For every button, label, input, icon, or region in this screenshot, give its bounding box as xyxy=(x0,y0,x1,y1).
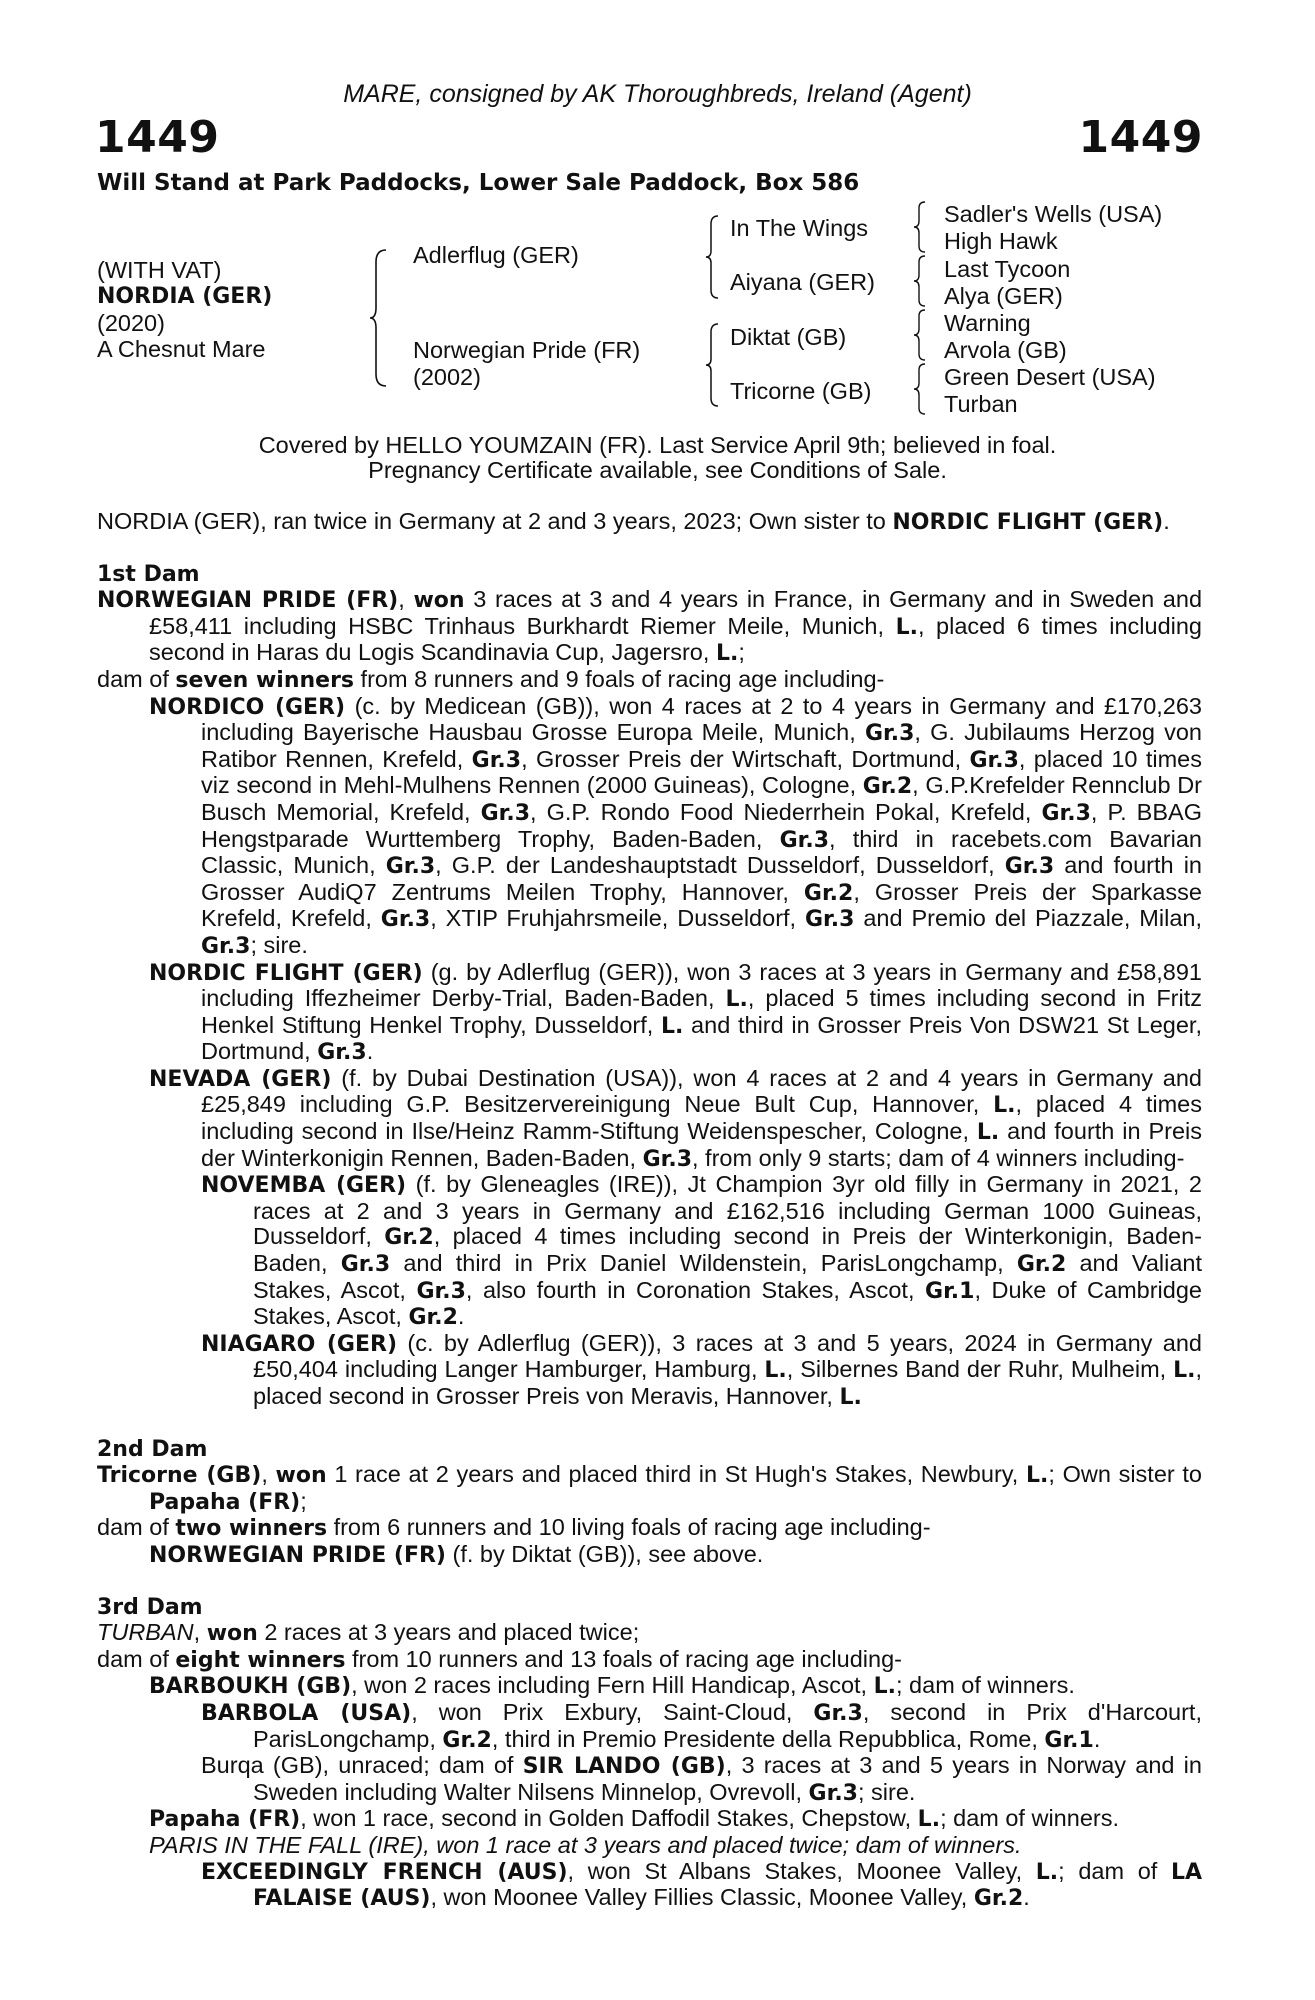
dam-sire: Diktat (GB) xyxy=(730,324,847,350)
produce-entry-nevada: NEVADA (GER) (f. by Dubai Destination (USA)), won 4 races at 2 and 4 years in Germany and £25,849 including G.P. Besitzervereinigung Neue Bult Cup, Hannover, L., placed 4 times including second in Ilse/Heinz Ramm-Stiftung Weidenspescher, Cologne, L. and fourth in Preis der Winterkonigin Rennen, Baden-Baden, Gr.3, from only 9 starts; dam of 4 winners including- xyxy=(149,1064,1202,1172)
produce-entry-burqa: Burqa (GB), unraced; dam of SIR LANDO (GB), 3 races at 3 and 5 years in Norway and in Sweden including Walter Nilsens Minnelop, Ovrevoll, Gr.3; sire. xyxy=(201,1752,1202,1806)
spacer xyxy=(97,1411,1202,1437)
consignment-line: MARE, consigned by AK Thoroughbreds, Ireland (Agent) xyxy=(343,80,972,108)
second-dam-entry: Tricorne (GB), won 1 race at 2 years and placed third in St Hugh's Stakes, Newbury, L.; Own sister to Papaha (FR); xyxy=(97,1461,1202,1515)
produce-entry-novemba: NOVEMBA (GER) (f. by Gleneagles (IRE)), Jt Champion 3yr old filly in Germany in 2021, 2 races at 2 and 3 years in Germany and £162,516 including German 1000 Guineas, Dusseldorf, Gr.2, placed 4 times including second in Preis der Winterkonigin, Baden-Baden, Gr.3 and third in Prix Daniel Wildenstein, ParisLongchamp, Gr.2 and Valiant Stakes, Ascot, Gr.3, also fourth in Coronation Stakes, Ascot, Gr.1, Duke of Cambridge Stakes, Ascot, Gr.2. xyxy=(201,1171,1203,1331)
produce-entry-paris-in-the-fall: PARIS IN THE FALL (IRE), won 1 race at 3 years and placed twice; dam of winners. xyxy=(149,1831,1022,1858)
produce-entry-nordic-flight: NORDIC FLIGHT (GER) (g. by Adlerflug (GER)), won 3 races at 3 years in Germany and £58,891 including Iffezheimer Derby-Trial, Baden-Baden, L., placed 5 times including second in Fritz Henkel Stiftung Henkel Trophy, Dusseldorf, L. and third in Grosser Preis Von DSW21 St Leger, Dortmund, Gr.3. xyxy=(149,958,1203,1066)
pedigree-brace-g1 xyxy=(912,200,930,254)
covering-note xyxy=(0,433,1315,483)
pedigree-brace-sire xyxy=(704,214,724,300)
catalogue-body xyxy=(97,509,1202,1912)
gg-sire-3: Warning xyxy=(944,310,1031,336)
dam-name: Norwegian Pride (FR) xyxy=(413,337,641,363)
intro-paragraph: NORDIA (GER), ran twice in Germany at 2 and 3 years, 2023; Own sister to NORDIC FLIGHT (GER). xyxy=(97,508,1170,535)
produce-entry-norwegian-pride: NORWEGIAN PRIDE (FR) (f. by Diktat (GB)), see above. xyxy=(149,1540,764,1568)
gg-dam-2: Alya (GER) xyxy=(944,283,1063,309)
pedigree-brace-g2 xyxy=(912,254,930,308)
vat-note: (WITH VAT) xyxy=(97,257,222,283)
first-dam-entry: NORWEGIAN PRIDE (FR), won 3 races at 3 and 4 years in France, in Germany and in Sweden and £58,411 including HSBC Trinhaus Burkhardt Riemer Meile, Munich, L., placed 6 times including second in Haras du Logis Scandinavia Cup, Jagersro, L.; xyxy=(97,586,1203,667)
produce-entry-niagaro: NIAGARO (GER) (c. by Adlerflug (GER)), 3 races at 3 and 5 years, 2024 in Germany and £50,404 including Langer Hamburger, Hamburg, L., Silbernes Band der Ruhr, Mulheim, L., placed second in Grosser Preis von Meravis, Hannover, L. xyxy=(201,1329,1202,1410)
pedigree-brace-dam xyxy=(704,322,724,408)
gg-sire-2: Last Tycoon xyxy=(944,256,1071,282)
gg-dam-3: Arvola (GB) xyxy=(944,337,1067,363)
gg-dam-1: High Hawk xyxy=(944,228,1058,254)
sire-sire: In The Wings xyxy=(730,215,869,241)
horse-name: NORDIA (GER) xyxy=(97,284,273,309)
second-dam-heading: 2nd Dam xyxy=(97,1436,208,1462)
horse-year: (2020) xyxy=(97,310,165,336)
gg-dam-4: Turban xyxy=(944,391,1018,417)
sire-dam: Aiyana (GER) xyxy=(730,269,875,295)
first-dam-produce-summary: dam of seven winners from 8 runners and 9 foals of racing age including- xyxy=(97,665,885,693)
third-dam-entry: TURBAN, won 2 races at 3 years and placed twice; xyxy=(97,1619,640,1647)
produce-entry-papaha: Papaha (FR), won 1 race, second in Golden Daffodil Stakes, Chepstow, L.; dam of winners. xyxy=(149,1805,1119,1833)
covering-line: Covered by HELLO YOUMZAIN (FR). Last Service April 9th; believed in foal. xyxy=(258,432,1057,458)
produce-entry-barbola: BARBOLA (USA), won Prix Exbury, Saint-Cloud, Gr.3, second in Prix d'Harcourt, ParisLongchamp, Gr.2, third in Premio Presidente della Repubblica, Rome, Gr.1. xyxy=(201,1698,1202,1753)
first-dam-heading: 1st Dam xyxy=(97,561,200,587)
spacer xyxy=(97,536,1202,562)
spacer xyxy=(97,1569,1202,1595)
pedigree-brace-g4 xyxy=(912,362,930,416)
dam-dam: Tricorne (GB) xyxy=(730,378,872,404)
second-dam-produce-summary: dam of two winners from 6 runners and 10 living foals of racing age including- xyxy=(97,1514,931,1542)
sire-name: Adlerflug (GER) xyxy=(413,242,579,268)
dam-year: (2002) xyxy=(413,364,481,390)
pedigree-brace-g3 xyxy=(912,308,930,362)
produce-entry-exceedingly-french: EXCEEDINGLY FRENCH (AUS), won St Albans Stakes, Moonee Valley, L.; dam of LA FALAISE (AUS), won Moonee Valley Fillies Classic, Moonee Valley, Gr.2. xyxy=(201,1857,1202,1912)
gg-sire-4: Green Desert (USA) xyxy=(944,364,1156,390)
third-dam-heading: 3rd Dam xyxy=(97,1594,203,1620)
gg-sire-1: Sadler's Wells (USA) xyxy=(944,201,1163,227)
lot-number-right: 1449 xyxy=(1078,112,1203,163)
pregnancy-line: Pregnancy Certificate available, see Conditions of Sale. xyxy=(368,457,947,483)
third-dam-produce-summary: dam of eight winners from 10 runners and 13 foals of racing age including- xyxy=(97,1645,902,1673)
produce-entry-nordico: NORDICO (GER) (c. by Medicean (GB)), won 4 races at 2 to 4 years in Germany and £170,263 including Bayerische Hausbau Grosse Europa Meile, Munich, Gr.3, G. Jubilaums Herzog von Ratibor Rennen, Krefeld, Gr.3, Grosser Preis der Wirtschaft, Dortmund, Gr.3, placed 10 times viz second in Mehl-Mulhens Rennen (2000 Guineas), Cologne, Gr.2, G.P.Krefelder Rennclub Dr Busch Memorial, Krefeld, Gr.3, G.P. Rondo Food Niederrhein Pokal, Krefeld, Gr.3, P. BBAG Hengstparade Wurttemberg Trophy, Baden-Baden, Gr.3, third in racebets.com Bavarian Classic, Munich, Gr.3, G.P. der Landeshauptstadt Dusseldorf, Dusseldorf, Gr.3 and fourth in Grosser AudiQ7 Zentrums Meilen Trophy, Hannover, Gr.2, Grosser Preis der Sparkasse Krefeld, Krefeld, Gr.3, XTIP Fruhjahrsmeile, Dusseldorf, Gr.3 and Premio del Piazzale, Milan, Gr.3; sire. xyxy=(149,692,1202,959)
horse-description: A Chesnut Mare xyxy=(97,336,266,362)
produce-entry-barboukh: BARBOUKH (GB), won 2 races including Fern Hill Handicap, Ascot, L.; dam of winners. xyxy=(149,1672,1075,1700)
lot-number-left: 1449 xyxy=(95,112,220,163)
stand-location: Will Stand at Park Paddocks, Lower Sale Paddock, Box 586 xyxy=(97,170,860,196)
pedigree-brace-main xyxy=(368,248,392,388)
